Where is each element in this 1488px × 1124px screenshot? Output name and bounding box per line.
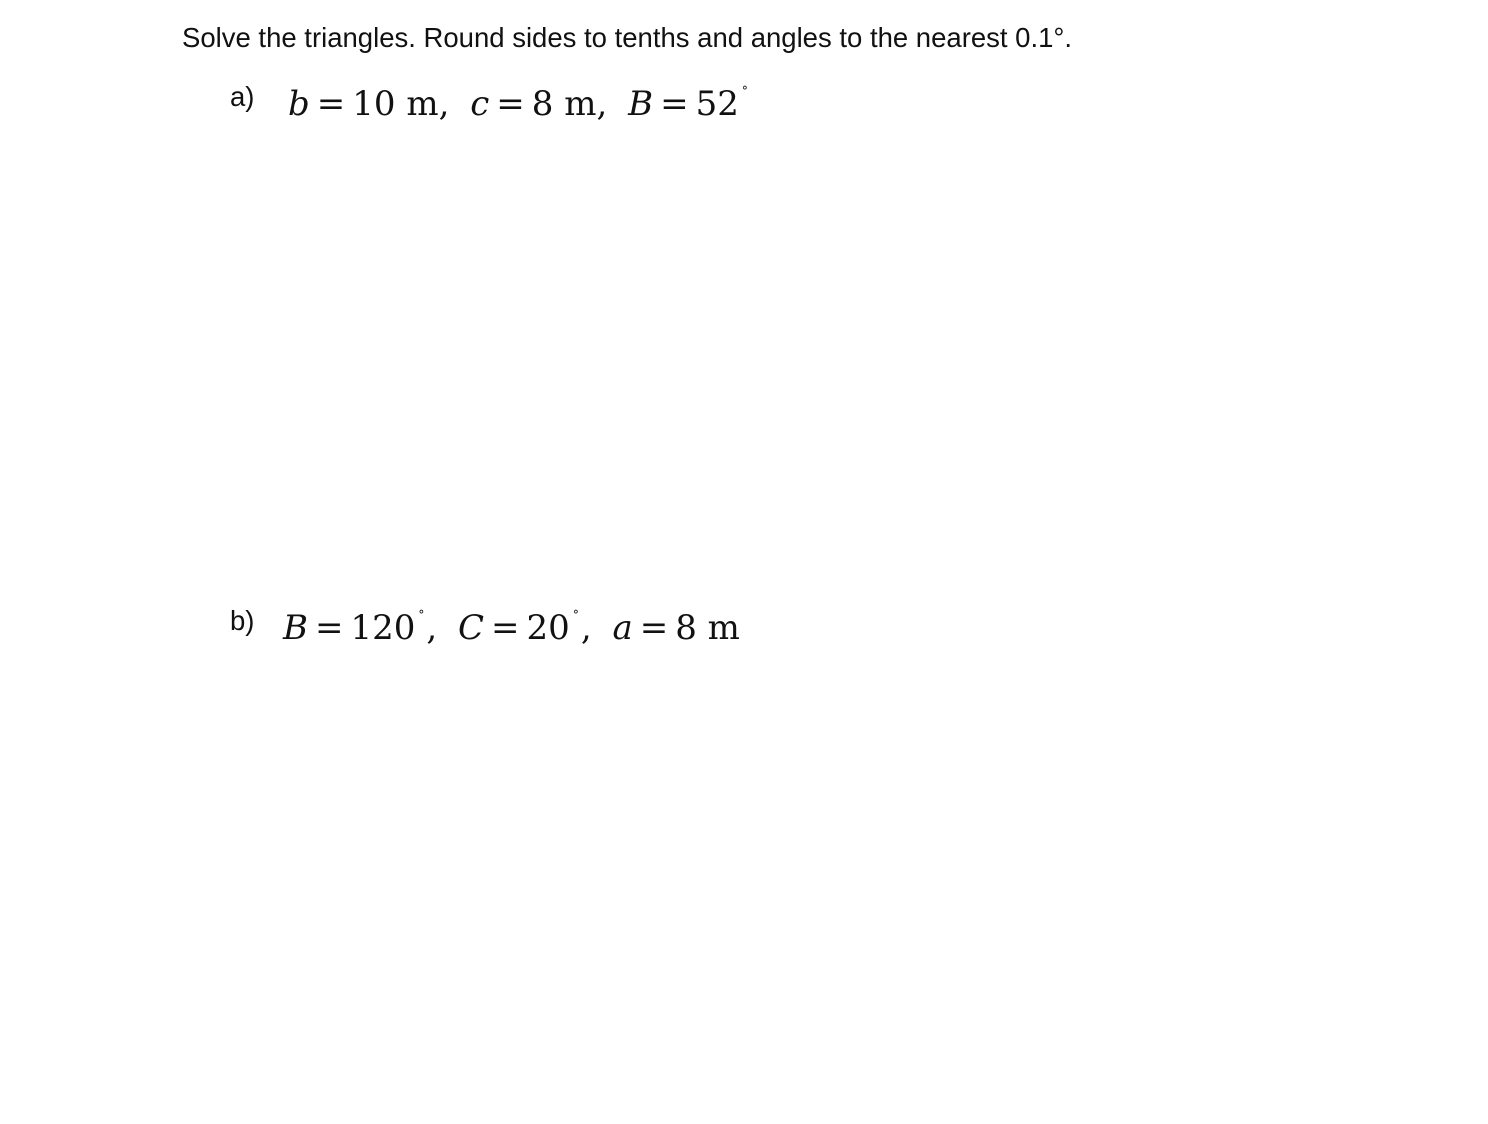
variable: B xyxy=(283,608,308,648)
variable: a xyxy=(612,608,633,648)
equals-sign: = xyxy=(639,608,669,648)
problem-b-equation xyxy=(283,604,740,659)
variable: B xyxy=(628,84,654,124)
value: 120 xyxy=(350,608,416,648)
problem-a-equation xyxy=(288,80,750,135)
separator: , xyxy=(596,84,608,124)
variable: C xyxy=(458,608,485,648)
variable: b xyxy=(288,84,310,124)
equals-sign: = xyxy=(491,608,520,648)
equals-sign: = xyxy=(315,608,344,648)
problem-b-label: b) xyxy=(230,605,255,636)
problem-b xyxy=(230,604,740,659)
degree-symbol: ° xyxy=(418,608,425,622)
degree-symbol: ° xyxy=(572,608,579,622)
value: 8 m xyxy=(531,84,597,124)
instructions-heading: Solve the triangles. Round sides to tenths and angles to the nearest 0.1°. xyxy=(182,22,1073,53)
problem-a-label: a) xyxy=(230,81,255,112)
problem-a xyxy=(230,80,750,135)
value: 8 m xyxy=(675,608,740,648)
variable: c xyxy=(470,84,490,124)
equals-sign: = xyxy=(660,84,689,124)
separator: , xyxy=(438,84,450,124)
equals-sign: = xyxy=(496,84,525,124)
value: 10 m xyxy=(352,84,439,124)
degree-symbol: ° xyxy=(741,84,748,98)
separator: , xyxy=(580,608,592,648)
equals-sign: = xyxy=(316,84,346,124)
value: 20 xyxy=(526,608,570,648)
separator: , xyxy=(426,608,438,648)
value: 52 xyxy=(695,84,739,124)
